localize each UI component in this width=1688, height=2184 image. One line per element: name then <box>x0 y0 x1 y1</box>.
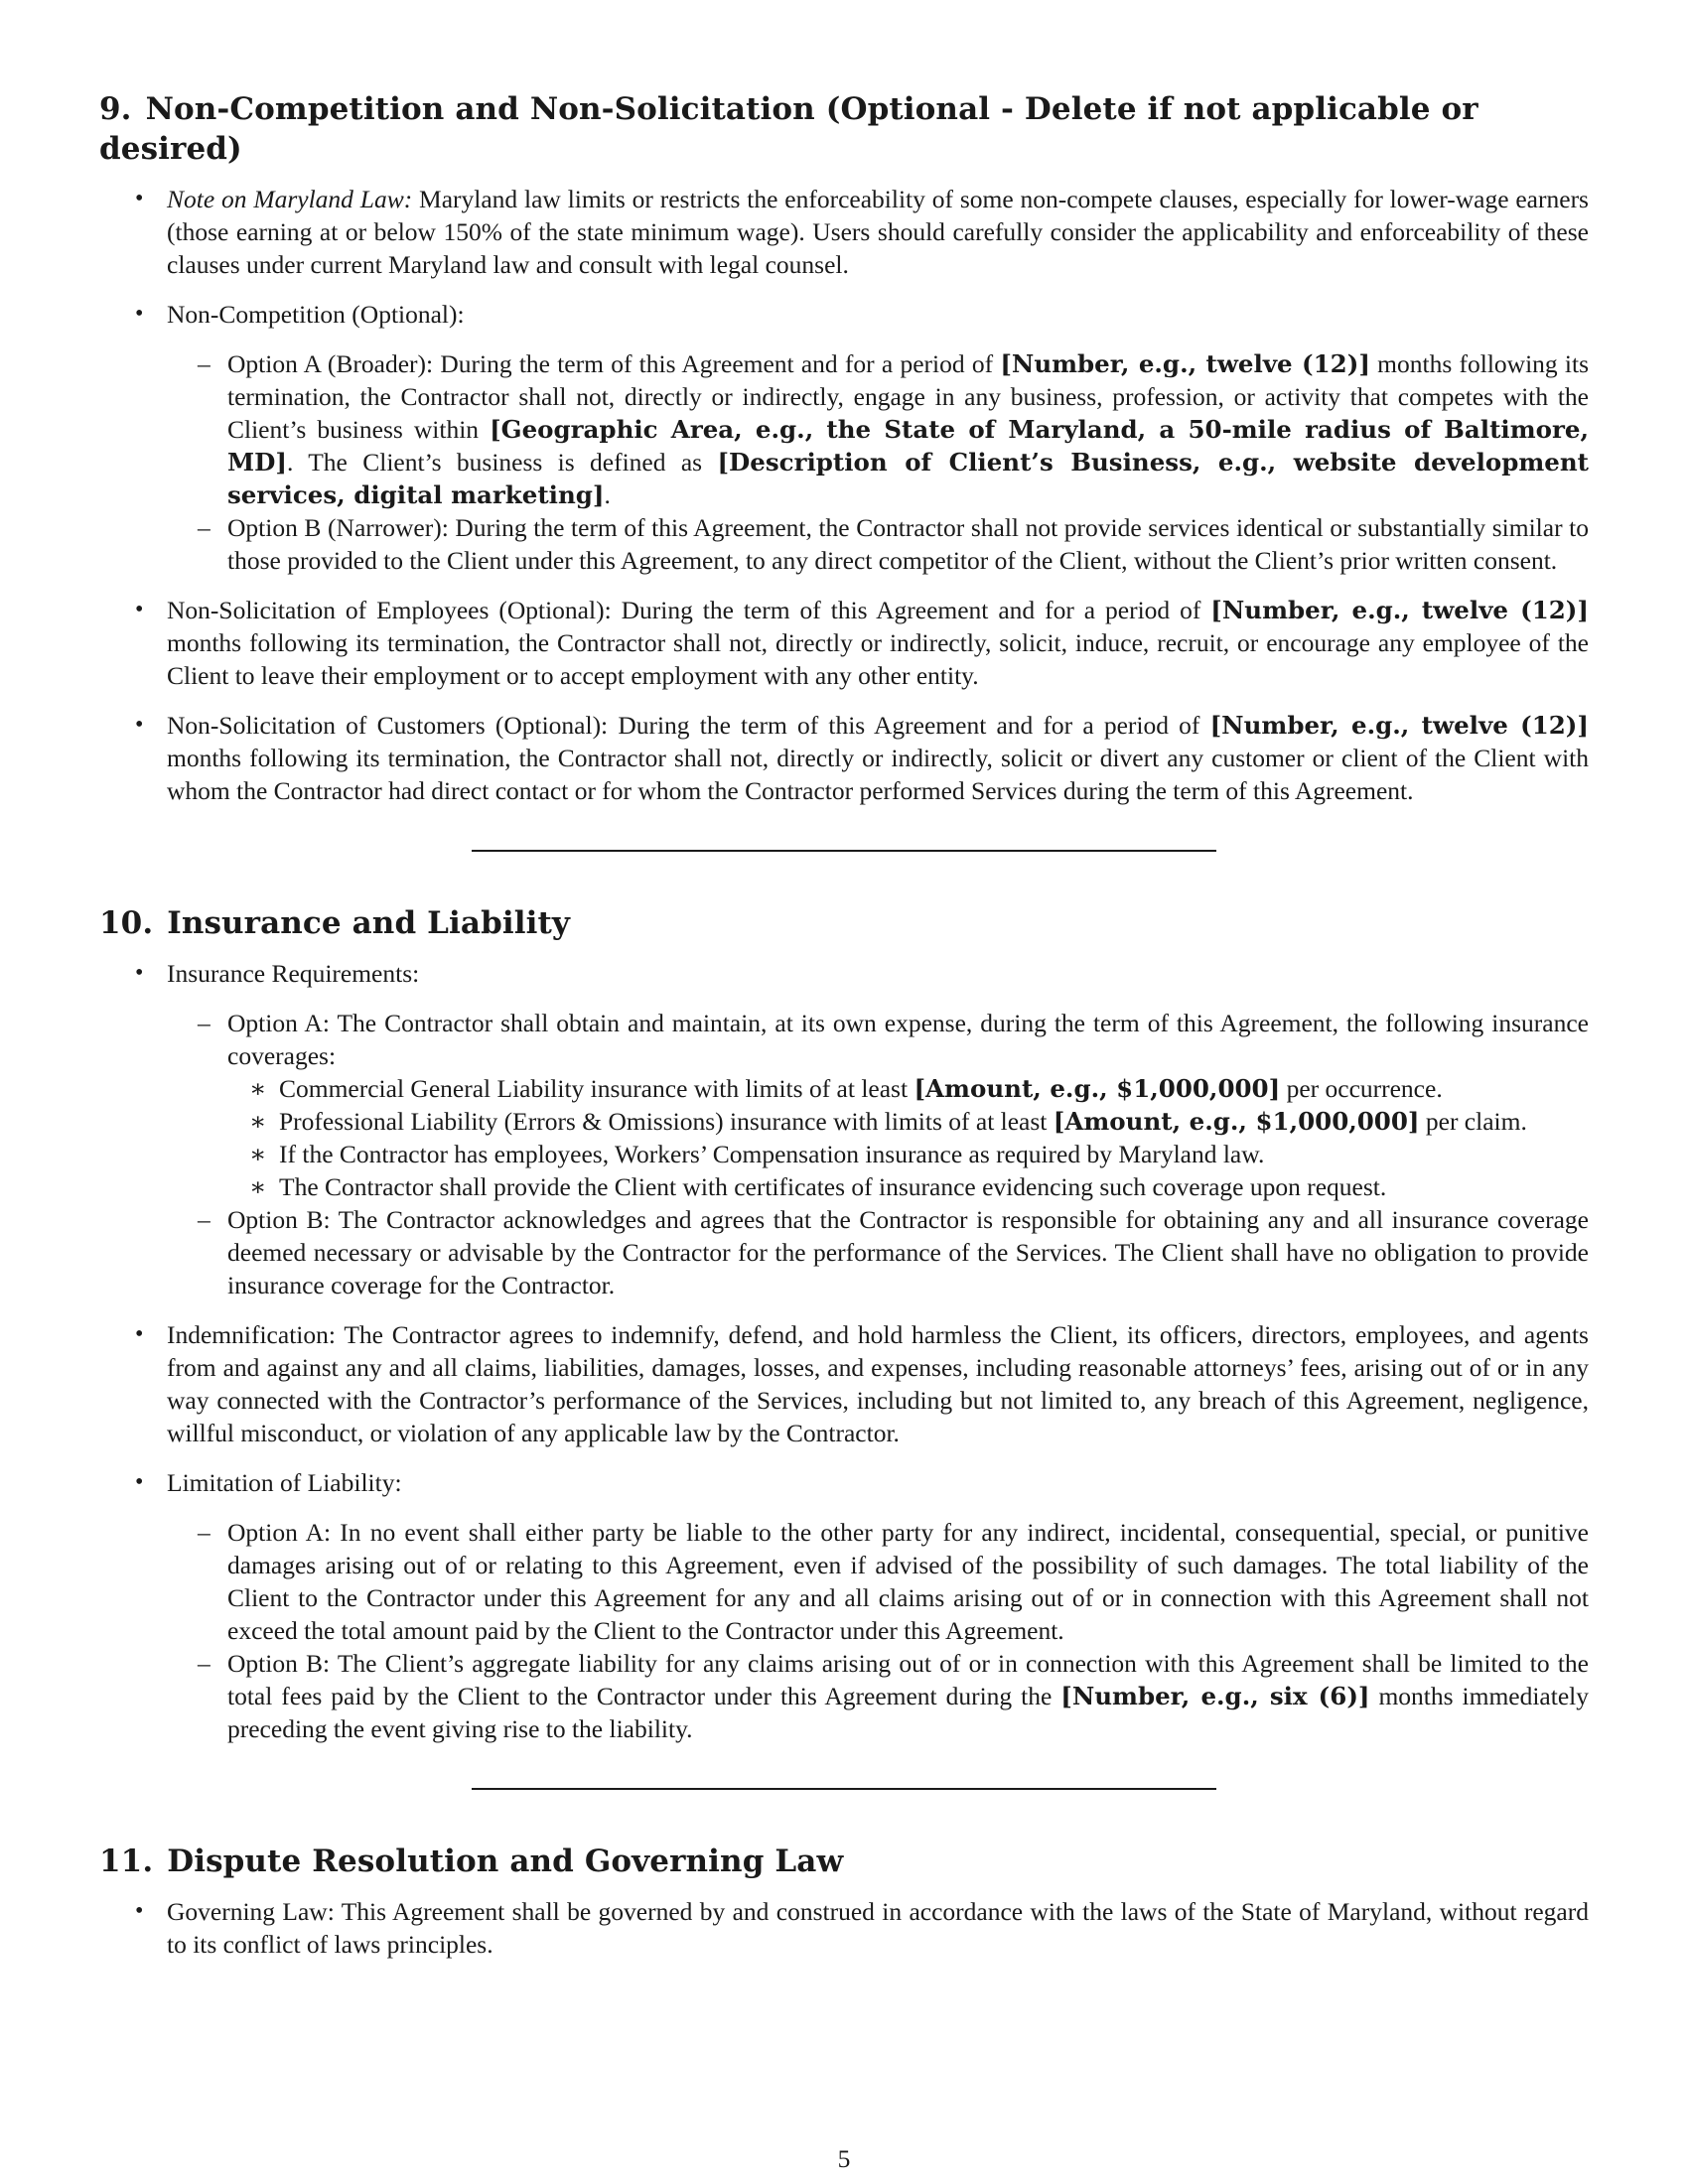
limitation-option-b <box>167 1647 1589 1745</box>
clause-text: . The Client’s business is defined as <box>286 448 718 477</box>
placeholder-business-description: [Description of Client’s Business, e.g., website development services, digital marketing] <box>227 448 1589 509</box>
clause-text: Option B (Narrower): During the term of this Agreement, the Contractor shall not provide services identical or substantially similar to those provided to the Client under this Agreement, to any direct competitor of the Client, without the Client’s prior written consent. <box>227 513 1589 575</box>
clause-text: per occurrence. <box>1280 1074 1443 1103</box>
section-9-heading <box>99 89 1589 169</box>
noncomp-label: Non-Competition (Optional): <box>167 300 465 329</box>
section-number: 9. <box>99 91 132 127</box>
coverage-professional-liability <box>227 1105 1589 1138</box>
clause-text: Professional Liability (Errors & Omissions) insurance with limits of at least <box>279 1107 1054 1136</box>
section-divider <box>472 850 1216 852</box>
coverage-certificates <box>227 1170 1589 1203</box>
section-11-heading <box>99 1842 1589 1881</box>
placeholder-geographic-area: [Geographic Area, e.g., the State of Maryland, a 50-mile radius of Baltimore, MD] <box>227 415 1589 477</box>
note-label: Note on Maryland Law: <box>167 185 413 213</box>
list-item-non-solicitation-employees <box>99 594 1589 692</box>
clause-text: months following its termination, the Contractor shall not, directly or indirectly, solicit, induce, recruit, or encourage any employee of the Client to leave their employment or to accept employment with any other entity. <box>167 628 1589 690</box>
clause-text: Non-Solicitation of Employees (Optional): During the term of this Agreement and for a period of <box>167 596 1211 624</box>
insurance-option-b <box>167 1203 1589 1301</box>
section-9-list <box>99 183 1589 807</box>
list-item-non-competition <box>99 298 1589 577</box>
clause-text: Option A: The Contractor shall obtain and maintain, at its own expense, during the term of this Agreement, the following insurance coverages: <box>227 1009 1589 1070</box>
clause-text: Non-Solicitation of Customers (Optional): During the term of this Agreement and for a period of <box>167 711 1210 740</box>
coverage-general-liability <box>227 1072 1589 1105</box>
placeholder-amount: [Amount, e.g., $1,000,000] <box>914 1074 1281 1103</box>
clause-text: If the Contractor has employees, Workers’ Compensation insurance as required by Maryland law. <box>279 1140 1265 1168</box>
insurance-coverages <box>227 1072 1589 1203</box>
section-title: Non-Competition and Non-Solicitation (Optional - Delete if not applicable or desired) <box>99 91 1478 167</box>
clause-text: months following its termination, the Contractor shall not, directly or indirectly, solicit or divert any customer or client of the Client with whom the Contractor had direct contact or for whom the Contractor performed Services during the term of this Agreement. <box>167 744 1589 805</box>
list-item-non-solicitation-customers <box>99 709 1589 807</box>
clause-text: The Contractor shall provide the Client with certificates of insurance evidencing such coverage upon request. <box>279 1172 1387 1201</box>
document-page <box>99 89 1589 1978</box>
placeholder-number: [Number, e.g., twelve (12)] <box>1210 596 1589 624</box>
section-10-list <box>99 957 1589 1745</box>
section-title: Insurance and Liability <box>167 905 571 941</box>
limitation-label: Limitation of Liability: <box>167 1468 402 1497</box>
insurance-label: Insurance Requirements: <box>167 959 420 988</box>
coverage-workers-compensation <box>227 1138 1589 1170</box>
section-10-heading <box>99 903 1589 943</box>
note-text: Maryland law limits or restricts the enforceability of some non-compete clauses, especially for lower-wage earners (those earning at or below 150% of the state minimum wage). Users should carefully consider the applicability and enforceability of these clauses under current Maryland law and consult with legal counsel. <box>167 185 1589 279</box>
clause-text: months immediately preceding the event giving rise to the liability. <box>227 1682 1589 1743</box>
placeholder-number: [Number, e.g., six (6)] <box>1060 1682 1370 1710</box>
noncomp-options <box>167 347 1589 577</box>
noncomp-option-a <box>167 347 1589 511</box>
list-item-indemnification <box>99 1318 1589 1449</box>
noncomp-option-b <box>167 511 1589 577</box>
clause-text: . <box>604 480 611 509</box>
section-11-list <box>99 1895 1589 1961</box>
clause-text: Indemnification: The Contractor agrees to indemnify, defend, and hold harmless the Client, its officers, directors, employees, and agents from and against any and all claims, liabilities, damages, losses, and expenses, including reasonable attorneys’ fees, arising out of or in any way connected with the Contractor’s performance of the Services, including but not limited to, any breach of this Agreement, negligence, willful misconduct, or violation of any applicable law by the Contractor. <box>167 1320 1589 1447</box>
section-number: 10. <box>99 905 154 941</box>
list-item-maryland-note <box>99 183 1589 281</box>
clause-text: Option B: The Client’s aggregate liability for any claims arising out of or in connection with this Agreement shall be limited to the total fees paid by the Client to the Contractor under this Agreement during the <box>227 1649 1589 1710</box>
limitation-option-a <box>167 1516 1589 1647</box>
placeholder-amount: [Amount, e.g., $1,000,000] <box>1053 1107 1420 1136</box>
clause-text: per claim. <box>1419 1107 1527 1136</box>
insurance-option-a <box>167 1007 1589 1203</box>
list-item-governing-law <box>99 1895 1589 1961</box>
page-number: 5 <box>837 2144 851 2173</box>
placeholder-number: [Number, e.g., twelve (12)] <box>1209 711 1589 740</box>
clause-text: Governing Law: This Agreement shall be governed by and construed in accordance with the laws of the State of Maryland, without regard to its conflict of laws principles. <box>167 1897 1589 1959</box>
limitation-options <box>167 1516 1589 1745</box>
clause-text: Option B: The Contractor acknowledges and agrees that the Contractor is responsible for obtaining any and all insurance coverage deemed necessary or advisable by the Contractor for the performance of the Services. The Client shall have no obligation to provide insurance coverage for the Contractor. <box>227 1205 1589 1299</box>
clause-text: Option A (Broader): During the term of this Agreement and for a period of <box>227 349 1001 378</box>
clause-text: Commercial General Liability insurance with limits of at least <box>279 1074 914 1103</box>
section-number: 11. <box>99 1843 154 1879</box>
clause-text: Option A: In no event shall either party be liable to the other party for any indirect, incidental, consequential, special, or punitive damages arising out of or relating to this Agreement, even if advised of the possibility of such damages. The total liability of the Client to the Contractor under this Agreement for any and all claims arising out of or in connection with this Agreement shall not exceed the total amount paid by the Client to the Contractor under this Agreement. <box>227 1518 1589 1645</box>
section-title: Dispute Resolution and Governing Law <box>167 1843 844 1879</box>
clause-text: months following its termination, the Contractor shall not, directly or indirectly, engage in any business, profession, or activity that competes with the Client’s business within <box>227 349 1589 444</box>
section-divider <box>472 1788 1216 1790</box>
insurance-options <box>167 1007 1589 1301</box>
placeholder-number: [Number, e.g., twelve (12)] <box>1000 349 1370 378</box>
list-item-limitation-of-liability <box>99 1466 1589 1745</box>
list-item-insurance-requirements <box>99 957 1589 1301</box>
